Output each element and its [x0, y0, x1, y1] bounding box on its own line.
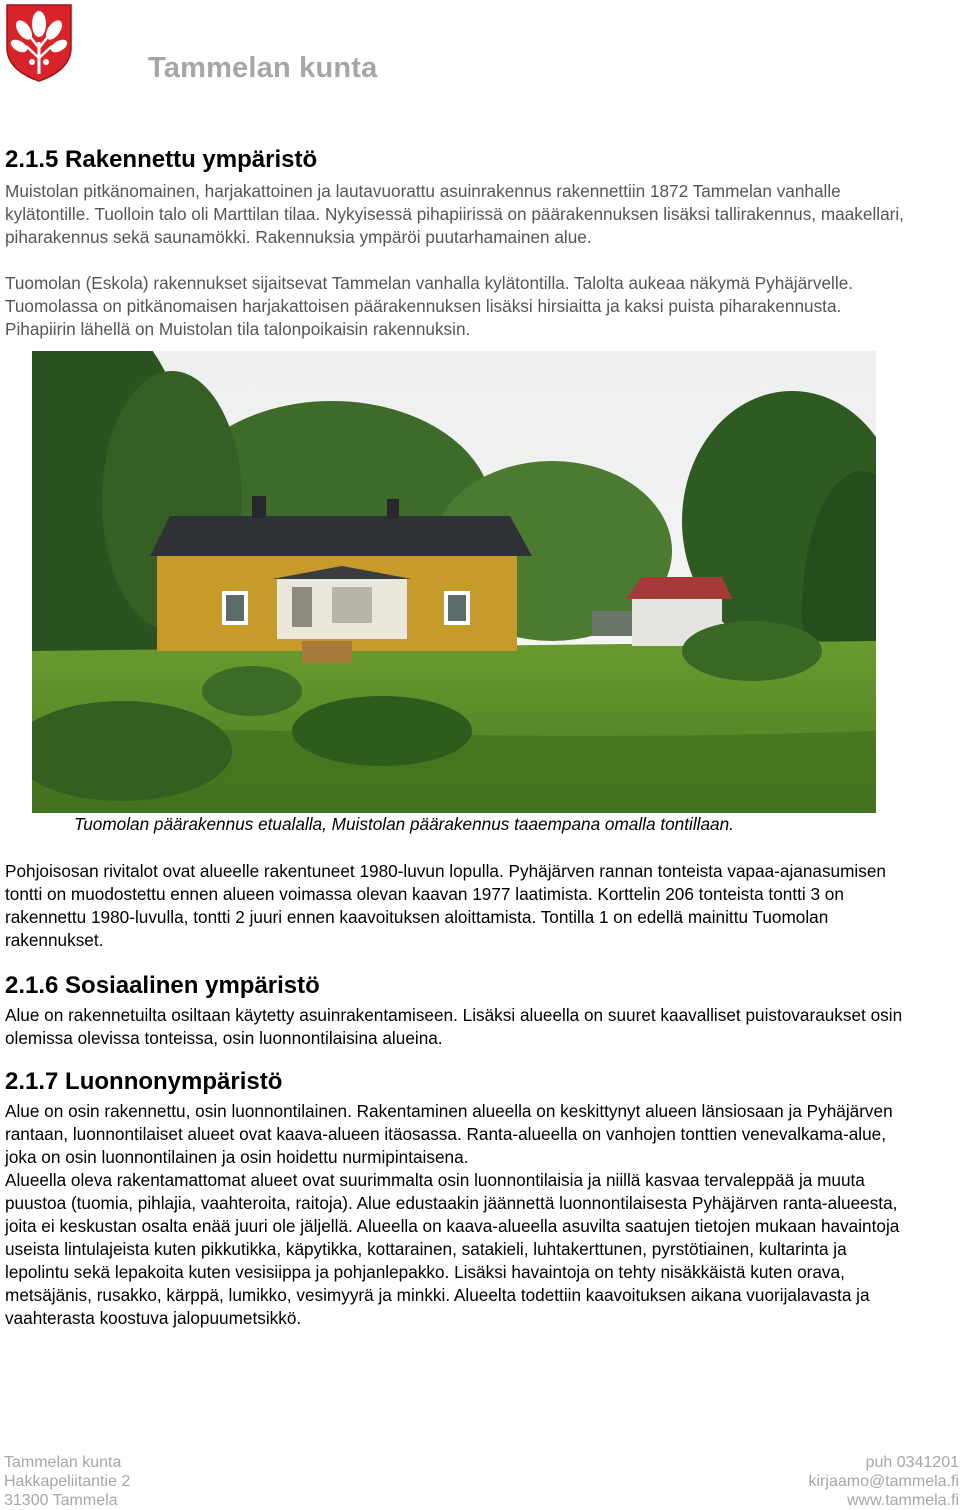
paragraph-luonto-2: Alueella oleva rakentamattomat alueet ovat suurimmalta osin luonnontilaisia ja niillä kasvaa tervaleppää ja muuta puustoa (tuomia, pihlajia, vaahteroita, raitoja). Alue edustaakin jäännettä luonnontilaisesta Pyhäjärven ranta-alueesta, joita ei keskustan osalta enää juuri ole jäljellä. Alueella on kaava-alueella asuvilta saatujen tietojen mukaan havaintoja useista lintulajeista kuten pikkutikka, käpytikka, kottarainen, satakieli, luhtakerttunen, pyrstötiainen, kultarinta ja lepolintu sekä lepakoita kuten vesisiippa ja pohjanlepakko. Lisäksi havaintoja on tehty nisäkkäistä kuten orava, metsäjänis, rusakko, kärppä, lumikko, vesimyyrä ja minkki. Alueelta todettiin kaavoituksen aikana vuorijalavasta ja vaahterasta koostuva jalopuumetsikkö.	[5, 1170, 900, 1328]
main-content	[5, 142, 905, 1330]
footer-postal: 31300 Tammela	[4, 1492, 118, 1509]
footer-contact	[809, 1453, 960, 1510]
paragraph-muistola: Muistolan pitkänomainen, harjakattoinen ja lautavuorattu asuinrakennus rakennettiin 1872 Tammelan vanhalle kylätontille. Tuolloin talo oli Marttilan tilaa. Nykyisessä pihapiirissä on päärakennuksen lisäksi tallirakennus, maakellari, piharakennus sekä saunamökki. Rakennuksia ympäröi puutarhamainen alue.	[5, 181, 904, 247]
footer-website[interactable]: www.tammela.fi	[846, 1492, 959, 1509]
photo-caption: Tuomolan päärakennus etualalla, Muistolan päärakennus taaempana omalla tontillaan.	[74, 814, 734, 834]
paragraph-rivitalot: Pohjoisosan rivitalot ovat alueelle rakentuneet 1980-luvun lopulla. Pyhäjärven rannan tonteista vapaa-ajanasumisen tontti on muodostettu ennen alueen voimassa olevan kaavan 1977 laatimista. Korttelin 206 tonteista tontti 3 on rakennettu 1980-luvulla, tontti 2 juuri ennen kaavoituksen aloittamista. Tontilla 1 on edellä mainittu Tuomolan rakennukset.	[5, 861, 886, 950]
footer-org-name: Tammelan kunta	[4, 1454, 122, 1471]
house-photo	[32, 351, 876, 813]
paragraph-sosiaalinen: Alue on rakennetuilta osiltaan käytetty asuinrakentamiseen. Lisäksi alueella on suuret kaavalliset puistovaraukset osin olemissa olevissa tonteissa, osin luonnontilaisina alueina.	[5, 1005, 903, 1048]
section-title-luonnonymparisto: 2.1.7 Luonnonympäristö	[5, 1068, 283, 1095]
footer-email[interactable]: kirjaamo@tammela.fi	[808, 1473, 959, 1490]
organization-title: Tammelan kunta	[148, 52, 378, 84]
paragraph-tuomola: Tuomolan (Eskola) rakennukset sijaitsevat Tammelan vanhalla kylätontilla. Talolta aukeaa näkymä Pyhäjärvelle. Tuomolassa on pitkänomaisen harjakattoisen päärakennuksen lisäksi hirsiaitta ja kaksi puista piharakennusta. Pihapiirin lähellä on Muistolan tila talonpoikaisin rakennuksin.	[5, 273, 854, 339]
house-photo-image	[32, 351, 876, 813]
section-title-sosiaalinen: 2.1.6 Sosiaalinen ympäristö	[5, 972, 320, 999]
paragraph-luonto-1: Alue on osin rakennettu, osin luonnontilainen. Rakentaminen alueella on keskittynyt alueen länsiosaan ja Pyhäjärven rantaan, luonnontilaiset alueet ovat kaava-alueen itäosassa. Ranta-alueella on vanhojen tonttien venevalkama-alue, joka on osin luonnontilainen ja osin hoidettu nurmipintaisena.	[5, 1101, 893, 1167]
footer-street: Hakkapeliitantie 2	[4, 1473, 131, 1490]
section-title-rakennettu: 2.1.5 Rakennettu ympäristö	[5, 146, 318, 173]
footer-address	[4, 1453, 130, 1510]
coat-of-arms-icon	[4, 2, 74, 82]
footer-phone: puh 0341201	[865, 1454, 959, 1471]
